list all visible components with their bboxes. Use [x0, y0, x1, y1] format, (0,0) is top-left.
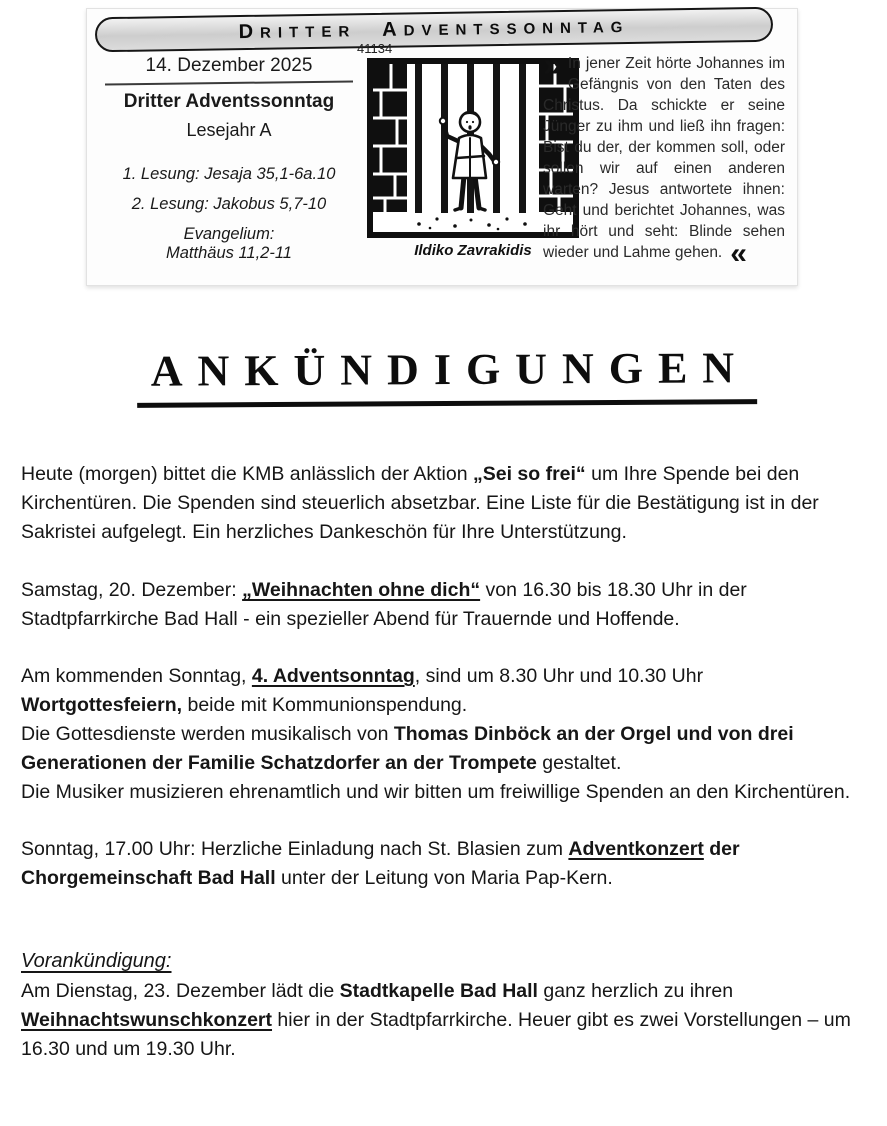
text-run: Am kommenden Sonntag, — [21, 665, 252, 688]
text-run: Am Dienstag, 23. Dezember lädt die — [21, 980, 340, 1003]
announcement-adventkonzert — [21, 835, 873, 893]
line-group — [21, 720, 873, 778]
announcement-adventsonntag — [21, 662, 873, 807]
text-run: Samstag, 20. Dezember: — [21, 579, 243, 602]
text-run: Heute (morgen) bittet die KMB anlässlich der Aktion — [21, 463, 473, 486]
text-run: beide mit Kommunionspendung. — [182, 694, 468, 717]
emphasis-weihnachtswunschkonzert: Weihnachtswunschkonzert — [21, 1009, 273, 1032]
emphasis-stadtkapelle: Stadtkapelle Bad Hall — [339, 980, 538, 1003]
text-run: Die Gottesdienste werden musikalisch von — [21, 723, 394, 746]
announcement-weihnachten-ohne-dich — [21, 576, 873, 634]
text-run: von 16.30 bis 18.30 Uhr in der Stadtpfarrkirche Bad Hall - ein spezieller Abend für Trauernde und Hoffende. — [21, 579, 747, 631]
preview-section — [21, 947, 873, 1064]
lectionary-year: Lesejahr A — [186, 120, 272, 140]
banner-word-2: ADVENTSSONNTAG — [382, 18, 630, 41]
sunday-title: Dritter Adventssonntag — [123, 91, 335, 112]
title-wrap — [21, 343, 873, 409]
banner-word-1: DRITTER — [238, 20, 357, 44]
text-run: gestaltet. — [536, 752, 622, 775]
gospel-quote — [543, 46, 785, 270]
text-run: hier in der Stadtpfarrkirche. Heuer gibt es zwei Vorstellungen – um 16.30 und um 19.30 Uhr. — [21, 1009, 851, 1061]
announcements-section — [21, 343, 873, 1064]
text-run: um Ihre Spende bei den Kirchentüren. Die Spenden sind steuerlich absetzbar. Eine Liste für die Bestätigung ist in der Sakristei aufgelegt. Ein herzliches Dankeschön für Ihre Unterstützung. — [21, 463, 819, 544]
figure-number: 41134 — [357, 41, 393, 56]
emphasis-4-adventsonntag: 4. Adventsonntag — [251, 665, 415, 688]
first-reading: 1. Lesung: Jesaja 35,1-6a.10 — [122, 165, 336, 183]
emphasis-sei-so-frei: „Sei so frei“ — [472, 463, 586, 486]
text-run: ganz herzlich zu ihren — [537, 980, 734, 1003]
close-guillemet-icon: « — [730, 237, 745, 270]
figure-caption: Ildiko Zavrakidis — [414, 242, 532, 259]
line-group — [21, 691, 873, 720]
second-reading: 2. Lesung: Jakobus 5,7-10 — [131, 195, 327, 213]
date-label: 14. Dezember 2025 — [145, 55, 313, 76]
page-title: ANKÜNDIGUNGEN — [137, 344, 758, 408]
emphasis-wortgottesfeiern: Wortgottesfeiern, — [21, 694, 183, 717]
announcement-kmb — [21, 460, 873, 547]
emphasis-chorgemeinschaft: der Chorgemeinschaft Bad Hall — [21, 838, 740, 890]
text-run: unter der Leitung von Maria Pap-Kern. — [275, 867, 613, 890]
text-run: , sind um 8.30 Uhr und 10.30 Uhr — [414, 665, 704, 688]
text-run: Sonntag, 17.00 Uhr: Herzliche Einladung nach St. Blasien zum — [21, 838, 569, 861]
preview-title: Vorankündigung: — [21, 950, 172, 973]
gospel-quote-text: In jener Zeit hörte Johannes im Gefängnis von den Taten des Christus. Da schickte er seine Jünger zu ihm und ließ ihn fragen: Bist du der, der kommen soll, oder sollen wir auf einen anderen warten? Jesus antwortete ihnen: Geht und berichtet Johannes, was ihr hört und seht: Blinde sehen wieder und Lahme gehen. — [543, 55, 785, 261]
gospel-reference: Matthäus 11,2-11 — [166, 244, 292, 262]
emphasis-musicians: Thomas Dinböck an der Orgel und von drei Generationen der Familie Schatzdorfer an der Trompete — [21, 723, 794, 775]
emphasis-adventkonzert: Adventkonzert — [568, 838, 704, 861]
gospel-label: Evangelium: — [183, 225, 275, 243]
text-run: Die Musiker musizieren ehrenamtlich und wir bitten um freiwillige Spenden an den Kirchentüren. — [21, 781, 851, 804]
open-guillemet-icon: » — [543, 46, 560, 84]
liturgy-info-column — [105, 55, 353, 263]
bulletin-clipping — [86, 8, 798, 286]
line-group — [21, 778, 873, 807]
line-group — [21, 662, 873, 691]
emphasis-weihnachten-ohne-dich: „Weihnachten ohne dich“ — [242, 579, 481, 602]
preview-paragraph — [21, 977, 873, 1064]
